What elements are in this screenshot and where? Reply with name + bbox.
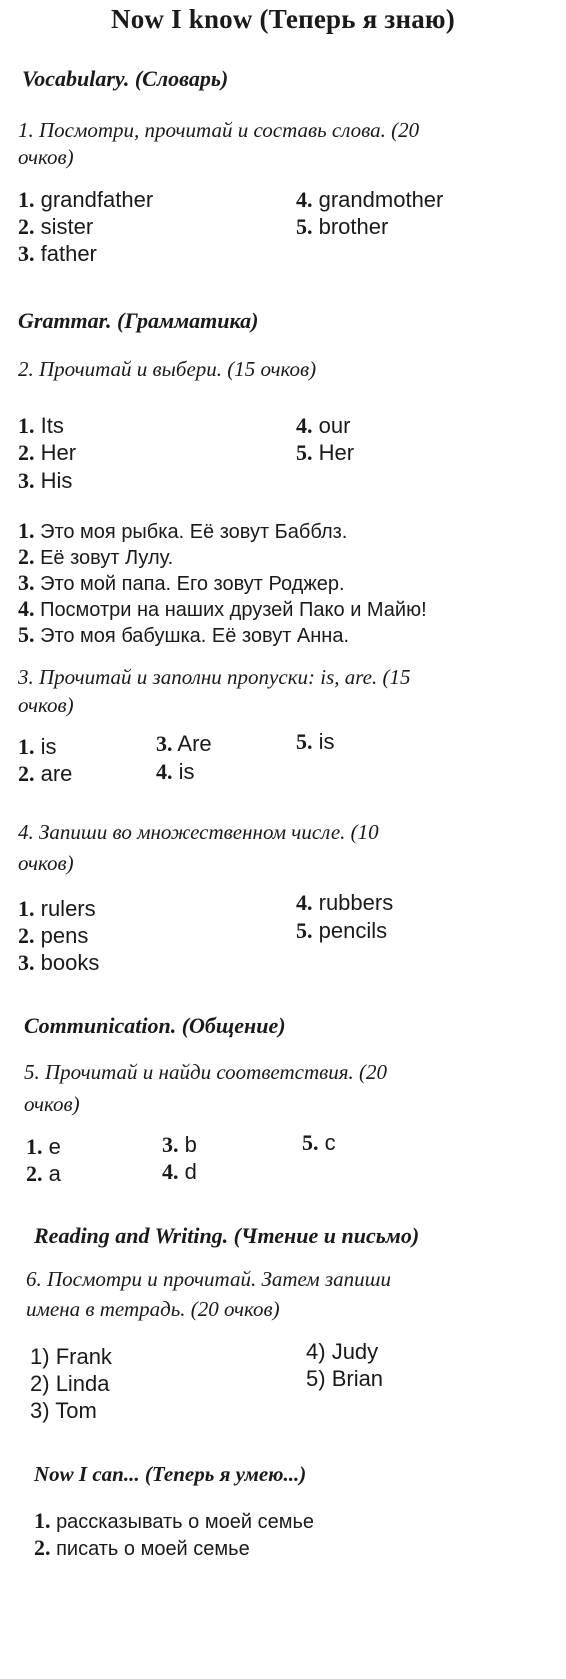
item-number: 1. <box>18 413 35 438</box>
list-item <box>18 439 76 467</box>
item-number: 2. <box>34 1535 51 1560</box>
item-number: 2. <box>18 214 35 239</box>
item-number: 5) <box>306 1366 326 1391</box>
item-text: b <box>184 1132 197 1157</box>
page-title: Now I know (Теперь я знаю) <box>111 4 455 34</box>
list-item <box>156 758 195 786</box>
list-item <box>18 186 153 214</box>
list-item <box>306 1365 383 1393</box>
item-number: 4. <box>156 759 173 784</box>
list-item <box>18 213 93 241</box>
item-text: His <box>40 468 73 493</box>
item-text: Her <box>40 440 77 465</box>
item-text: a <box>48 1161 61 1186</box>
list-item <box>18 760 72 788</box>
item-text: писать о моей семье <box>56 1538 250 1560</box>
list-item <box>18 240 97 268</box>
translation-line <box>18 517 347 546</box>
list-item <box>30 1343 112 1371</box>
list-item <box>302 1129 336 1157</box>
item-number: 2. <box>18 440 35 465</box>
item-number: 2) <box>30 1371 50 1396</box>
task6-instruction-line2: имена в тетрадь. (20 очков) <box>26 1297 280 1321</box>
list-item <box>18 895 96 923</box>
item-text: Frank <box>55 1344 112 1369</box>
item-number: 2. <box>18 923 35 948</box>
item-number: 1. <box>18 518 35 543</box>
list-item <box>296 412 350 440</box>
item-text: grandfather <box>40 187 154 212</box>
item-text: grandmother <box>318 187 444 212</box>
item-text: Linda <box>55 1371 110 1396</box>
list-item <box>306 1338 378 1366</box>
item-number: 1. <box>26 1134 43 1159</box>
task3-instruction-line2: очков) <box>18 693 74 717</box>
list-item <box>156 730 212 758</box>
item-text: Это моя бабушка. Её зовут Анна. <box>40 625 350 647</box>
list-item <box>18 922 88 950</box>
list-item <box>26 1133 61 1161</box>
list-item <box>30 1397 97 1425</box>
task1-instruction-line1: 1. Посмотри, прочитай и составь слова. (20 <box>18 118 420 142</box>
task3-instruction-line1: 3. Прочитай и заполни пропуски: is, are. (15 <box>18 665 411 689</box>
item-number: 3. <box>156 731 173 756</box>
item-number: 1. <box>18 896 35 921</box>
item-text: rubbers <box>318 890 394 915</box>
item-number: 5. <box>302 1130 319 1155</box>
item-number: 1. <box>34 1508 51 1533</box>
item-text: Its <box>40 413 64 438</box>
item-text: father <box>40 241 97 266</box>
item-number: 5. <box>296 440 313 465</box>
list-item <box>296 186 443 214</box>
item-text: Это моя рыбка. Её зовут Бабблз. <box>40 521 348 543</box>
list-item <box>18 949 99 977</box>
item-number: 3. <box>18 570 35 595</box>
list-item <box>34 1534 250 1563</box>
translation-line <box>18 543 173 572</box>
task4-instruction-line2: очков) <box>18 851 74 875</box>
item-text: рассказывать о моей семье <box>56 1511 314 1533</box>
item-number: 1. <box>18 187 35 212</box>
item-number: 3) <box>30 1398 50 1423</box>
item-number: 2. <box>18 761 35 786</box>
item-text: Tom <box>55 1398 97 1423</box>
item-number: 4. <box>18 596 35 621</box>
item-text: d <box>184 1159 197 1184</box>
list-item <box>34 1507 314 1536</box>
list-item <box>296 439 354 467</box>
item-number: 3. <box>18 241 35 266</box>
item-text: Это мой папа. Его зовут Роджер. <box>40 573 345 595</box>
communication-heading: Communication. (Общение) <box>24 1013 286 1038</box>
task5-instruction-line1: 5. Прочитай и найди соответствия. (20 <box>24 1060 387 1084</box>
translation-line <box>18 569 345 598</box>
item-text: is <box>318 729 335 754</box>
translation-line <box>18 621 349 650</box>
reading-writing-heading: Reading and Writing. (Чтение и письмо) <box>34 1223 420 1248</box>
item-number: 5. <box>296 729 313 754</box>
item-text: our <box>318 413 351 438</box>
item-number: 3. <box>18 950 35 975</box>
task1-instruction-line2: очков) <box>18 145 74 169</box>
item-text: c <box>324 1130 336 1155</box>
item-text: pencils <box>318 918 388 943</box>
item-number: 1. <box>18 734 35 759</box>
item-number: 1) <box>30 1344 50 1369</box>
item-number: 4. <box>162 1159 179 1184</box>
list-item <box>30 1370 110 1398</box>
item-text: Her <box>318 440 355 465</box>
item-number: 2. <box>26 1161 43 1186</box>
list-item <box>296 917 387 945</box>
item-number: 4. <box>296 187 313 212</box>
item-text: books <box>40 950 100 975</box>
item-text: Are <box>177 731 212 756</box>
item-text: Посмотри на наших друзей Пако и Майю! <box>40 599 427 621</box>
item-text: Её зовут Лулу. <box>40 547 174 569</box>
item-text: is <box>178 759 195 784</box>
grammar-heading: Grammar. (Грамматика) <box>18 308 259 333</box>
list-item <box>296 213 388 241</box>
list-item <box>18 467 72 495</box>
now-i-can-heading: Now I can... (Теперь я умею...) <box>34 1462 307 1486</box>
translation-line <box>18 595 427 624</box>
list-item <box>162 1158 197 1186</box>
item-text: brother <box>318 214 389 239</box>
list-item <box>296 728 335 756</box>
list-item <box>26 1160 61 1188</box>
item-number: 5. <box>296 918 313 943</box>
item-text: rulers <box>40 896 96 921</box>
vocabulary-heading: Vocabulary. (Словарь) <box>22 66 229 91</box>
item-number: 3. <box>162 1132 179 1157</box>
item-number: 5. <box>18 622 35 647</box>
item-number: 4. <box>296 413 313 438</box>
item-text: are <box>40 761 73 786</box>
list-item <box>296 889 393 917</box>
list-item <box>18 733 57 761</box>
item-number: 4. <box>296 890 313 915</box>
item-number: 3. <box>18 468 35 493</box>
task6-instruction-line1: 6. Посмотри и прочитай. Затем запиши <box>26 1267 392 1291</box>
item-text: Brian <box>331 1366 384 1391</box>
item-text: is <box>40 734 57 759</box>
task5-instruction-line2: очков) <box>24 1092 80 1116</box>
item-number: 2. <box>18 544 35 569</box>
item-number: 5. <box>296 214 313 239</box>
list-item <box>18 412 64 440</box>
item-text: Judy <box>331 1339 379 1364</box>
task4-instruction-line1: 4. Запиши во множественном числе. (10 <box>18 820 379 844</box>
item-number: 4) <box>306 1339 326 1364</box>
item-text: pens <box>40 923 89 948</box>
task2-instruction: 2. Прочитай и выбери. (15 очков) <box>18 357 317 381</box>
list-item <box>162 1131 197 1159</box>
item-text: sister <box>40 214 94 239</box>
item-text: e <box>48 1134 61 1159</box>
